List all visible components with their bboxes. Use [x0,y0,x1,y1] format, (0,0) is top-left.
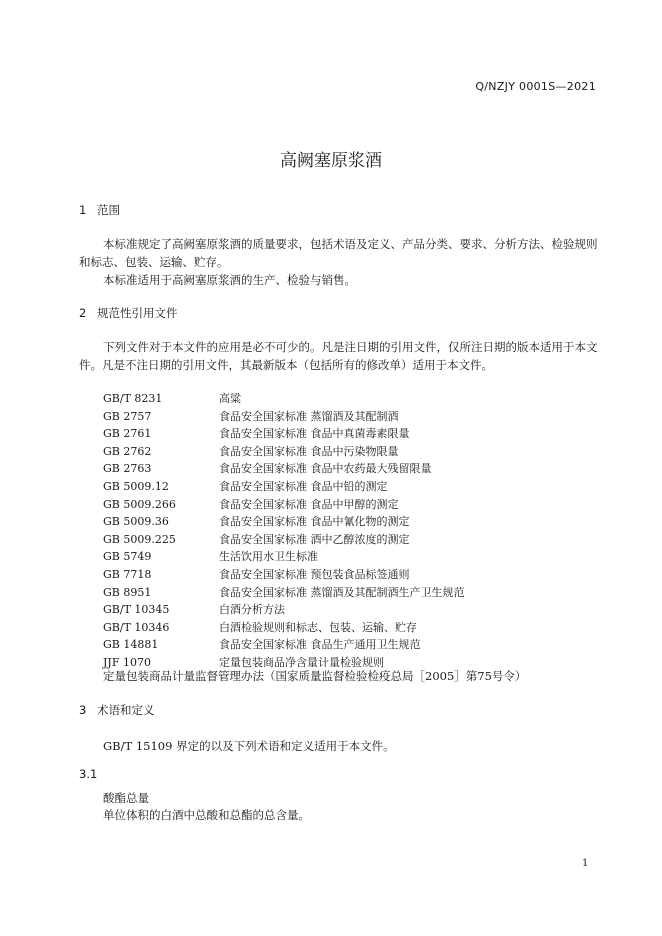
reference-code: GB 2761 [103,427,152,441]
reference-name: 食品安全国家标准 食品中氰化物的测定 [219,515,410,529]
reference-code: JJF 1070 [103,656,151,669]
paragraph-line: 和标志、包装、运输、贮存。 [79,255,229,269]
reference-name: 食品安全国家标准 酒中乙醇浓度的测定 [219,532,410,546]
reference-code: GB/T 10345 [103,603,170,617]
reference-item [0,531,662,548]
reference-name: 白酒检验规则和标志、包装、运输、贮存 [219,620,417,634]
reference-name: 生活饮用水卫生标准 [219,550,318,564]
reference-item [0,548,662,565]
section-2-heading [79,305,178,321]
reference-code: GB 2757 [103,409,152,423]
reference-name: 高粱 [219,392,241,405]
reference-item [0,619,662,636]
reference-item [0,584,662,601]
reference-code: GB/T 8231 [103,392,163,405]
reference-name: 食品安全国家标准 食品中农药最大残留限量 [219,462,432,476]
section-title: 规范性引用文件 [97,306,178,320]
page-number: 1 [582,858,589,869]
paragraph-line: 件。凡是不注日期的引用文件，其最新版本（包括所有的修改单）适用于本文件。 [79,358,493,372]
reference-item [0,513,662,530]
reference-code: GB 5009.12 [103,480,169,493]
section-title: 术语和定义 [97,703,155,717]
paragraph-line: 本标准规定了高阙塞原浆酒的质量要求，包括术语及定义、产品分类、要求、分析方法、检验规则 [103,237,598,251]
subsection-number: 3.1 [79,767,98,781]
reference-name: 食品安全国家标准 食品中真菌毒素限量 [219,427,410,441]
reference-item [0,408,662,425]
section-3-heading [79,702,155,718]
reference-name: 食品安全国家标准 预包装食品标签通则 [219,568,410,581]
document-number: Q/NZJY 0001S—2021 [475,80,596,93]
section-title: 范围 [97,203,120,217]
reference-name: 食品安全国家标准 食品中甲醇的测定 [219,497,399,511]
reference-item [0,601,662,618]
reference-name: 食品安全国家标准 蒸馏酒及其配制酒 [219,409,399,423]
section-number: 3 [79,703,87,717]
reference-name: 食品安全国家标准 食品中铅的测定 [219,480,388,493]
reference-item [0,478,662,495]
reference-code: GB 5749 [103,550,152,564]
reference-item [0,390,662,407]
reference-name: 食品安全国家标准 蒸馏酒及其配制酒生产卫生规范 [219,585,465,599]
reference-name: 定量包装商品净含量计量检验规则 [219,656,384,669]
section-number: 1 [79,203,87,217]
reference-item [0,425,662,442]
document-title: 高阙塞原浆酒 [280,151,382,171]
paragraph: 本标准适用于高阙塞原浆酒的生产、检验与销售。 [103,273,356,287]
reference-code: GB 14881 [103,638,159,652]
reference-code: GB 8951 [103,585,152,599]
reference-item [0,460,662,477]
reference-code: GB 2762 [103,444,152,458]
reference-name: 食品安全国家标准 食品中污染物限量 [219,444,399,458]
term-definition: 单位体积的白酒中总酸和总酯的总含量。 [103,808,310,822]
reference-item [0,636,662,653]
section-number: 2 [79,306,87,320]
term-heading: 酸酯总量 [103,791,149,805]
reference-name: 食品安全国家标准 食品生产通用卫生规范 [219,638,421,652]
reference-code: GB 2763 [103,462,152,476]
reference-code: GB 5009.266 [103,497,176,511]
paragraph: GB/T 15109 界定的以及下列术语和定义适用于本文件。 [103,739,395,753]
reference-item [0,496,662,513]
reference-name: 白酒分析方法 [219,603,285,617]
reference-item-regulation: 定量包装商品计量监督管理办法（国家质量监督检验检疫总局［2005］第75号令） [103,669,527,683]
reference-code: GB 7718 [103,568,152,581]
section-1-heading [79,202,120,218]
reference-code: GB 5009.36 [103,515,169,529]
paragraph-line: 下列文件对于本文件的应用是必不可少的。凡是注日期的引用文件，仅所注日期的版本适用于本文 [103,340,598,354]
reference-code: GB 5009.225 [103,532,176,546]
reference-item [0,566,662,583]
reference-code: GB/T 10346 [103,620,170,634]
reference-item [0,443,662,460]
